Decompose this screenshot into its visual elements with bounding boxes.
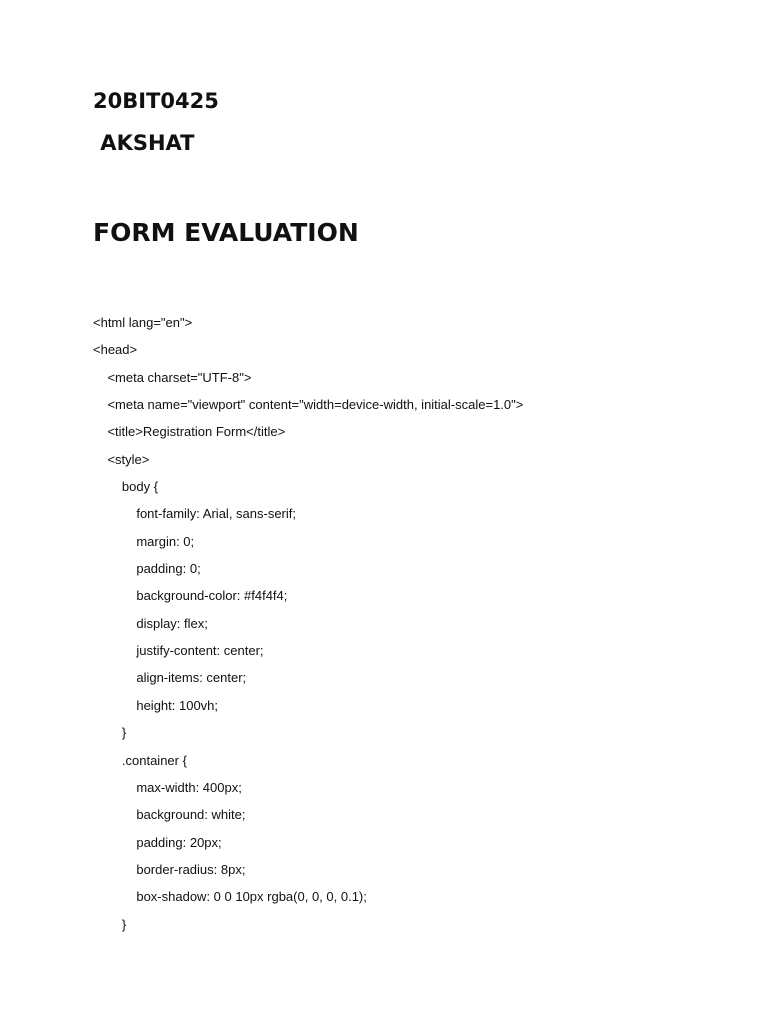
code-line: <title>Registration Form</title> [93,424,286,440]
code-line: } [93,725,127,741]
code-line: <style> [93,451,150,467]
code-line: border-radius: 8px; [93,861,246,877]
code-line: align-items: center; [93,670,247,686]
code-line: padding: 0; [93,561,201,577]
student-id: 20BIT0425 [93,89,219,113]
code-line: <html lang="en"> [93,315,193,330]
code-line: body { [93,479,159,495]
code-line: } [93,916,127,932]
code-line: <head> [93,342,138,358]
code-line: display: flex; [93,615,208,631]
code-listing [93,313,523,942]
code-line: font-family: Arial, sans-serif; [93,506,296,522]
student-name: AKSHAT [93,131,195,155]
code-line: background-color: #f4f4f4; [93,588,288,604]
code-line: margin: 0; [93,533,195,549]
code-line: justify-content: center; [93,643,264,659]
code-line: background: white; [93,807,246,823]
code-line: max-width: 400px; [93,779,242,795]
code-line: height: 100vh; [93,697,219,713]
code-line: .container { [93,752,187,768]
code-line: box-shadow: 0 0 10px rgba(0, 0, 0, 0.1); [93,889,367,905]
code-line: padding: 20px; [93,834,222,850]
document-title: FORM EVALUATION [93,218,359,247]
code-line: <meta charset="UTF-8"> [93,369,252,385]
code-line: <meta name="viewport" content="width=device-width, initial-scale=1.0"> [93,397,524,413]
